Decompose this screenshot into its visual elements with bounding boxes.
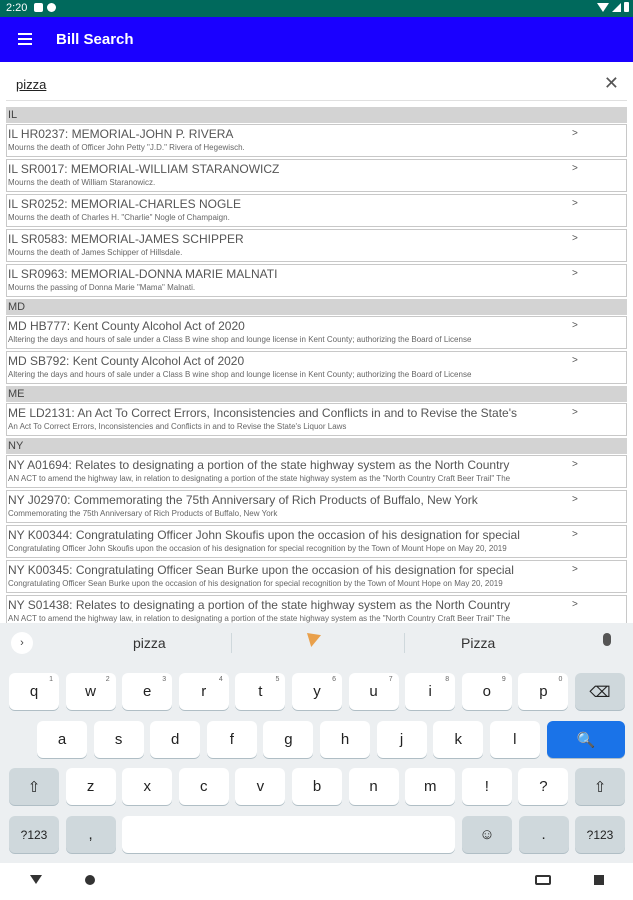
- navigation-bar: [0, 863, 633, 900]
- key-b-label: b: [312, 778, 322, 795]
- bill-row[interactable]: [6, 560, 627, 593]
- bill-row[interactable]: [6, 403, 627, 436]
- key-d[interactable]: [150, 721, 200, 758]
- key-n-label: n: [369, 778, 378, 795]
- key-k-label: k: [454, 731, 462, 748]
- key-t[interactable]: [235, 673, 285, 710]
- key-f-label: f: [229, 731, 234, 748]
- notification-icon: [34, 3, 43, 12]
- key-z[interactable]: [66, 768, 116, 805]
- comma-key[interactable]: [66, 816, 116, 853]
- key-y[interactable]: [292, 673, 342, 710]
- shift-key-right[interactable]: [575, 768, 625, 805]
- key-p[interactable]: [518, 673, 568, 710]
- shift-key-label: ⇧: [27, 778, 41, 796]
- key-s[interactable]: [94, 721, 144, 758]
- chevron-right-icon: >: [572, 564, 578, 575]
- menu-icon[interactable]: [18, 33, 32, 45]
- key-q-label: q: [29, 683, 39, 700]
- key-y-hint: 6: [332, 676, 336, 683]
- bill-title: NY K00345: Congratulating Officer Sean Burke upon the occasion of his designation for special: [8, 563, 514, 577]
- key-a-label: a: [57, 731, 67, 748]
- bill-row[interactable]: [6, 264, 627, 297]
- app-bar: [0, 17, 633, 62]
- chevron-right-icon: >: [572, 233, 578, 244]
- results-list[interactable]: [6, 107, 627, 623]
- key-exclamation[interactable]: [462, 768, 512, 805]
- back-icon[interactable]: [30, 875, 42, 884]
- microphone-icon[interactable]: [603, 633, 611, 646]
- keyboard-switch-icon[interactable]: [535, 875, 551, 885]
- key-m-label: m: [423, 778, 437, 795]
- bill-description: Commemorating the 75th Anniversary of Rich Products of Buffalo, New York: [8, 509, 278, 518]
- suggestion-1[interactable]: pizza: [133, 635, 166, 651]
- bill-description: AN ACT to amend the highway law, in relation to designating a portion of the state highway system as the "North Country Craft Beer Trail" The: [8, 474, 511, 483]
- expand-suggestions-button[interactable]: ›: [11, 632, 33, 654]
- suggestion-strip: [0, 623, 633, 663]
- key-l[interactable]: [490, 721, 540, 758]
- key-a[interactable]: [37, 721, 87, 758]
- emoji-key-label: ☺: [479, 826, 495, 843]
- key-f[interactable]: [207, 721, 257, 758]
- shift-key[interactable]: [9, 768, 59, 805]
- chevron-right-icon: >: [572, 320, 578, 331]
- chevron-right-icon: >: [572, 163, 578, 174]
- backspace-key[interactable]: [575, 673, 625, 710]
- key-e[interactable]: [122, 673, 172, 710]
- period-key[interactable]: [519, 816, 569, 853]
- bill-row[interactable]: [6, 194, 627, 227]
- key-i[interactable]: [405, 673, 455, 710]
- key-s-label: s: [114, 731, 123, 748]
- key-b[interactable]: [292, 768, 342, 805]
- search-bar: [6, 70, 627, 101]
- key-x[interactable]: [122, 768, 172, 805]
- key-u-label: u: [369, 683, 378, 700]
- bill-title: IL SR0252: MEMORIAL-CHARLES NOGLE: [8, 197, 241, 211]
- bill-row[interactable]: [6, 455, 627, 488]
- key-q[interactable]: [9, 673, 59, 710]
- chevron-right-icon: >: [572, 494, 578, 505]
- key-n[interactable]: [349, 768, 399, 805]
- key-y-label: y: [313, 683, 321, 700]
- search-key-label: 🔍: [576, 731, 596, 749]
- key-e-label: e: [143, 683, 152, 700]
- key-u-hint: 7: [388, 676, 393, 683]
- bill-description: Mourns the passing of Donna Marie "Mama" Malnati.: [8, 283, 196, 292]
- key-l-label: l: [513, 731, 517, 748]
- chevron-right-icon: >: [572, 355, 578, 366]
- home-icon[interactable]: [85, 875, 95, 885]
- bill-title: NY S01438: Relates to designating a portion of the state highway system as the North Country: [8, 598, 511, 612]
- bill-title: IL SR0583: MEMORIAL-JAMES SCHIPPER: [8, 232, 244, 246]
- bill-description: Mourns the death of Charles H. "Charlie" Nogle of Champaign.: [8, 213, 230, 222]
- bill-title: IL SR0017: MEMORIAL-WILLIAM STARANOWICZ: [8, 162, 280, 176]
- backspace-key-label: ⌫: [589, 683, 611, 701]
- key-g[interactable]: [263, 721, 313, 758]
- key-c[interactable]: [179, 768, 229, 805]
- key-h[interactable]: [320, 721, 370, 758]
- bill-title: NY J02970: Commemorating the 75th Anniversary of Rich Products of Buffalo, New York: [8, 493, 478, 507]
- bill-title: MD SB792: Kent County Alcohol Act of 2020: [8, 354, 245, 368]
- key-r-label: r: [201, 683, 207, 700]
- key-v-label: v: [256, 778, 265, 795]
- key-r-hint: 4: [218, 676, 223, 683]
- bill-row[interactable]: [6, 490, 627, 523]
- bill-title: IL SR0963: MEMORIAL-DONNA MARIE MALNATI: [8, 267, 278, 281]
- search-key[interactable]: [547, 721, 625, 758]
- app-notification-icon: [47, 3, 56, 12]
- key-t-hint: 5: [275, 676, 280, 683]
- period-key-label: .: [541, 826, 546, 843]
- key-w-label: w: [85, 683, 97, 700]
- chevron-right-icon: >: [572, 599, 578, 610]
- section-header: MD: [6, 299, 627, 315]
- key-question[interactable]: [518, 768, 568, 805]
- key-j-label: j: [399, 731, 404, 748]
- key-j[interactable]: [377, 721, 427, 758]
- key-u[interactable]: [349, 673, 399, 710]
- key-e-hint: 3: [162, 676, 167, 683]
- signal-icon: [612, 3, 621, 12]
- bill-description: Mourns the death of James Schipper of Hillsdale.: [8, 248, 183, 257]
- key-p-hint: 0: [558, 676, 563, 683]
- section-header: IL: [6, 107, 627, 123]
- key-t-label: t: [258, 683, 263, 700]
- pizza-emoji-icon[interactable]: [307, 633, 321, 647]
- chevron-right-icon: >: [572, 198, 578, 209]
- bill-row[interactable]: [6, 124, 627, 157]
- key-p-label: p: [539, 683, 548, 700]
- key-q-hint: 1: [49, 676, 53, 683]
- clear-icon[interactable]: ✕: [603, 73, 619, 93]
- key-question-label: ?: [539, 778, 548, 795]
- bill-title: IL HR0237: MEMORIAL-JOHN P. RIVERA: [8, 127, 234, 141]
- chevron-right-icon: >: [572, 128, 578, 139]
- bill-description: Altering the days and hours of sale under a Class B wine shop and lounge license in Kent County; authorizing the Board of License: [8, 335, 472, 344]
- key-o[interactable]: [462, 673, 512, 710]
- bill-description: Congratulating Officer Sean Burke upon the occasion of his designation for special recognition by the Town of Mount Hope on May 20, 2019: [8, 579, 503, 588]
- key-m[interactable]: [405, 768, 455, 805]
- status-bar: [0, 0, 633, 17]
- bill-row[interactable]: [6, 229, 627, 262]
- status-time: 2:20: [6, 2, 28, 14]
- battery-icon: [624, 2, 629, 12]
- chevron-right-icon: >: [572, 529, 578, 540]
- suggestion-2[interactable]: Pizza: [461, 635, 496, 651]
- spacebar[interactable]: [122, 816, 455, 853]
- chevron-right-icon: >: [572, 459, 578, 470]
- bill-title: MD HB777: Kent County Alcohol Act of 2020: [8, 319, 245, 333]
- key-h-label: h: [340, 731, 350, 748]
- emoji-key[interactable]: [462, 816, 512, 853]
- key-k[interactable]: [433, 721, 483, 758]
- wifi-icon: [597, 3, 609, 12]
- bill-title: NY A01694: Relates to designating a portion of the state highway system as the North Country: [8, 458, 510, 472]
- bill-description: Congratulating Officer John Skoufis upon the occasion of his designation for special recognition by the Town of Mount Hope on May 20, 2019: [8, 544, 507, 553]
- key-r[interactable]: [179, 673, 229, 710]
- section-header: NY: [6, 438, 627, 454]
- comma-key-label: ,: [88, 826, 93, 843]
- shift-key-right-label: ⇧: [593, 778, 607, 796]
- bill-description: Mourns the death of William Staranowicz.: [8, 178, 156, 187]
- chevron-right-icon: >: [572, 268, 578, 279]
- bill-title: NY K00344: Congratulating Officer John Skoufis upon the occasion of his designation for special: [8, 528, 520, 542]
- bill-description: An Act To Correct Errors, Inconsistencies and Conflicts in and to Revise the State's Liquor Laws: [8, 422, 347, 431]
- key-o-hint: 9: [501, 676, 506, 683]
- bill-description: Altering the days and hours of sale under a Class B wine shop and lounge license in Kent County; authorizing the Board of License: [8, 370, 472, 379]
- bill-description: Mourns the death of Officer John Petty "J.D." Rivera of Hegewisch.: [8, 143, 245, 152]
- bill-row[interactable]: [6, 316, 627, 349]
- symbols-key-right-label: ?123: [586, 827, 614, 842]
- key-c-label: c: [200, 778, 208, 795]
- key-i-hint: 8: [445, 676, 450, 683]
- page-title: Bill Search: [56, 31, 134, 48]
- recents-icon[interactable]: [594, 875, 604, 885]
- symbols-key[interactable]: [9, 816, 59, 853]
- key-w-hint: 2: [105, 676, 110, 683]
- bill-title: ME LD2131: An Act To Correct Errors, Inconsistencies and Conflicts in and to Revise the State's: [8, 406, 517, 420]
- chevron-right-icon: >: [572, 407, 578, 418]
- section-header: ME: [6, 386, 627, 402]
- key-z-label: z: [86, 778, 95, 795]
- key-i-label: i: [428, 683, 432, 700]
- symbols-key-right[interactable]: [575, 816, 625, 853]
- bill-row[interactable]: [6, 525, 627, 558]
- bill-row[interactable]: [6, 351, 627, 384]
- key-d-label: d: [171, 731, 180, 748]
- bill-row[interactable]: [6, 159, 627, 192]
- key-g-label: g: [284, 731, 293, 748]
- bill-description: AN ACT to amend the highway law, in relation to designating a portion of the state highway system as the "North Country Craft Beer Trail" The: [8, 614, 511, 623]
- symbols-key-label: ?123: [20, 827, 48, 842]
- key-exclamation-label: !: [484, 778, 489, 795]
- key-v[interactable]: [235, 768, 285, 805]
- key-w[interactable]: [66, 673, 116, 710]
- key-x-label: x: [143, 778, 151, 795]
- soft-keyboard: [0, 623, 633, 863]
- search-input[interactable]: [14, 76, 578, 93]
- key-o-label: o: [482, 683, 491, 700]
